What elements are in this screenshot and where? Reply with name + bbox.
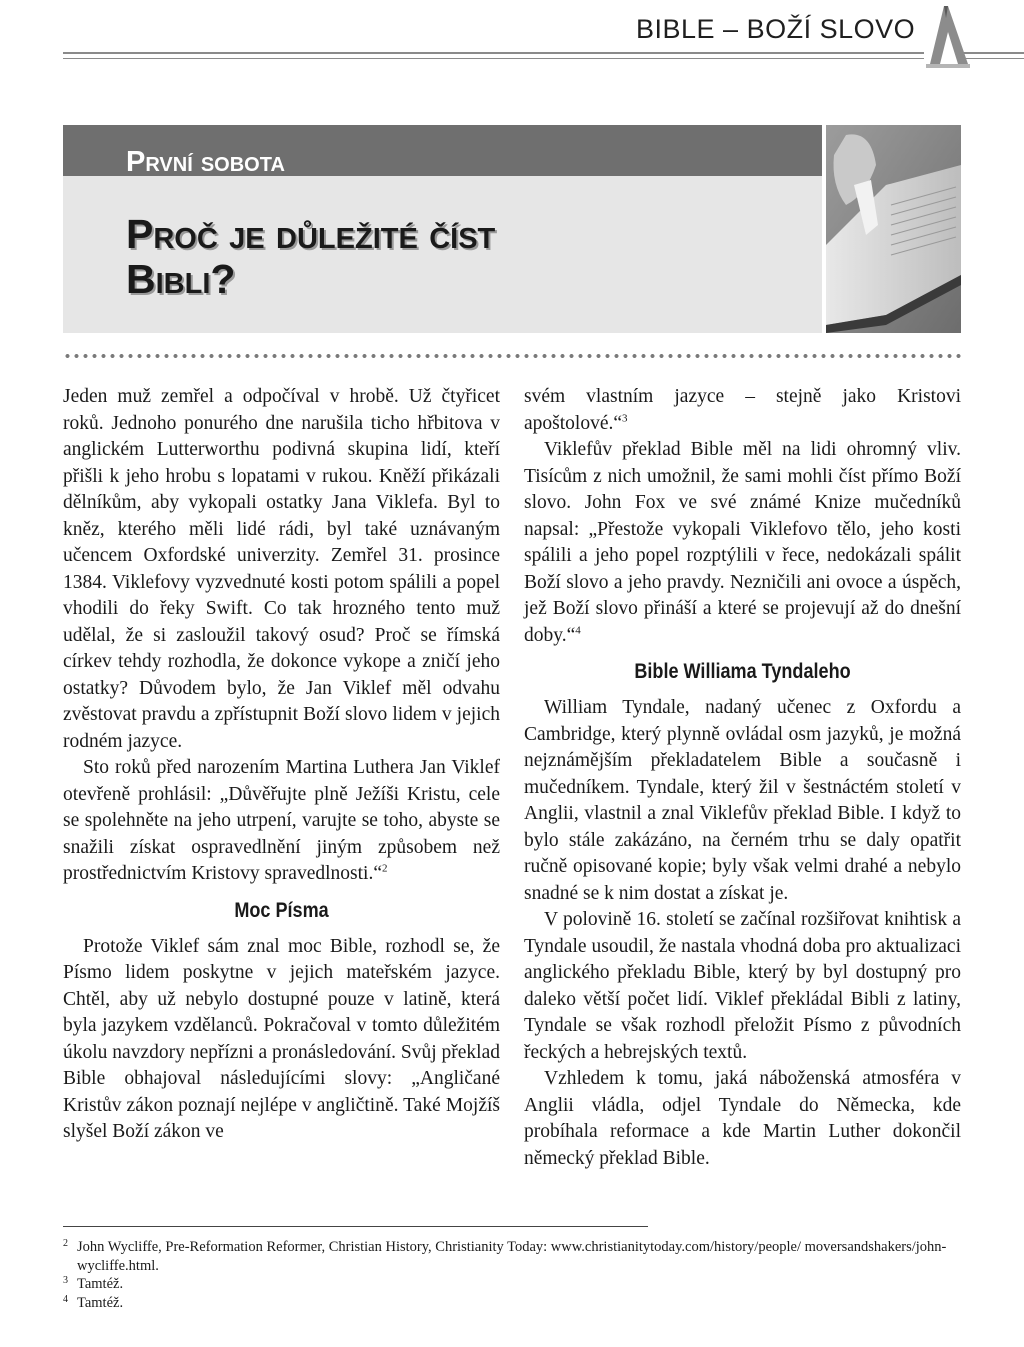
paragraph	[63, 755, 500, 888]
page-title: Proč je důležité číst Bibli?	[126, 211, 496, 302]
running-header-title: BIBLE – BOŽÍ SLOVO	[636, 14, 916, 44]
paragraph	[524, 384, 961, 437]
footnote-ref: 2	[382, 862, 388, 875]
footnote	[63, 1238, 953, 1275]
header-rule	[63, 58, 924, 59]
paragraph: Vzhledem k tomu, jaká náboženská atmosféra v Anglii vládla, odjel Tyndale do Německa, kde probíhala reformace a kde Martin Luther dokončil německý překlad Bible.	[524, 1068, 961, 1169]
section-heading: Moc Písma	[234, 898, 329, 922]
paragraph-text: Viklefův překlad Bible měl na lidi ohromný vliv. Tisícům z nich umožnil, že sami mohli číst přímo Boží slovo. John Fox ve své známé Knize mučedníků napsal: „Přestože vykopali Viklefovo tělo, jeho kosti spálili a jeho popel rozptýlili v řece, nedokázali spálit Boží slovo a jeho pravdy. Nezničili ani ovoce a úspěch, jež Boží slovo přináší a které se projevují až do dnešní doby.“	[524, 439, 961, 646]
bible-photo	[826, 125, 961, 333]
footnote	[63, 1275, 953, 1294]
footnote-ref: 4	[575, 624, 581, 636]
right-column	[524, 384, 961, 1172]
footnote-rule	[63, 1226, 648, 1227]
footnote-number: 2	[63, 1238, 68, 1249]
paragraph: Jeden muž zemřel a odpočíval v hrobě. Už čtyřicet roků. Jednoho ponurého dne narušila ticho hřbitova v anglickém Lutterworthu podivná skupina lidí, kteří přišli k jeho hrobu s lopatami v rukou. Kněží přikázali dělníkům, aby vykopali ostatky Jana Viklefa. Byl to kněz, kterého měli lidé rádi, byl také uznávaným učencem Oxfordské univerzity. Zemřel 31. prosince 1384. Viklefovy vyzvednuté kosti potom spálili a popel vhodili do řeky Swift. Co tak hrozného tento muž udělal, že si zasloužil takový osud? Proč se římská církev tehdy rozhodla, že dokonce vykope a zničí jeho ostatky? Důvodem bylo, že Jan Viklef měl odvahu zvěstovat pravdu a zpřístupnit Boží slovo lidem v jejich rodném jazyce.	[63, 386, 500, 752]
paragraph: Protože Viklef sám znal moc Bible, rozhodl se, že Písmo lidem poskytne v jejich mateřském jazyce. Chtěl, aby už nebylo dostupné pouze v latině, která byla jazykem vzdělanců. Pokračoval v tomto důležitém úkolu navzdory nepřízni a pronásledování. Svůj překlad Bible obhajoval následujícími slovy: „Angličané Kristův zákon poznají nejlépe v angličtině. Také Mojžíš slyšel Boží zákon ve	[63, 935, 501, 1142]
section-heading: Bible Williama Tyndaleho	[634, 660, 851, 683]
footnote	[63, 1294, 953, 1313]
publisher-logo-icon	[924, 2, 972, 68]
paragraph-text: Sto roků před narozením Martina Luthera Jan Viklef otevřeně prohlásil: „Důvěřujte plně Ježíši Kristu, cele se spolehněte na jeho utrpení, varujte se toho, abyste se snažili získat ospravedlnění jiným způsobem než prostřednictvím Kristovy spravedlnosti.“	[63, 757, 500, 884]
footnote-text: John Wycliffe, Pre-Reformation Reformer, Christian History, Christianity Today: www.christianitytoday.com/history/people/ moversandshakers/john-wycliffe.html.	[77, 1239, 947, 1274]
footnote-ref: 3	[622, 412, 628, 424]
header-rule	[63, 52, 924, 54]
left-column	[63, 384, 500, 1146]
footnote-number: 4	[63, 1293, 68, 1305]
footnote-text: Tamtéž.	[77, 1294, 124, 1311]
paragraph	[524, 437, 961, 649]
paragraph: V polovině 16. století se začínal rozšiřovat knihtisk a Tyndale usoudil, že nastala vhodná doba pro aktualizaci anglického překladu Bible, který by byl dostupný pro daleko větší počet lidí. Viklef překládal Bibli z latiny, Tyndale se však rozhodl přeložit Písmo z původních řeckých a hebrejských textů.	[524, 909, 961, 1063]
footnote-text: Tamtéž.	[77, 1276, 124, 1292]
title-box	[63, 125, 822, 333]
paragraph-text: svém vlastním jazyce – stejně jako Kristovi apoštolové.“	[524, 386, 961, 434]
dotted-divider	[63, 352, 961, 360]
paragraph: William Tyndale, nadaný učenec z Oxfordu a Cambridge, který plynně ovládal osm jazyků, je možná nejznámějším překladatelem Bible a současně i mučedníkem. Tyndale, který žil v šestnáctém století v Anglii, vlastnil a znal Viklefův překlad Bible. I když to bylo stále zakázáno, na černém trhu se daly opatřit ručně opisované kopie; byly však velmi drahé a nebylo snadné se k nim dostat a získat je.	[524, 697, 961, 904]
footnote-number: 3	[63, 1275, 68, 1286]
footnotes	[63, 1238, 953, 1312]
section-kicker: První sobota	[126, 146, 285, 178]
